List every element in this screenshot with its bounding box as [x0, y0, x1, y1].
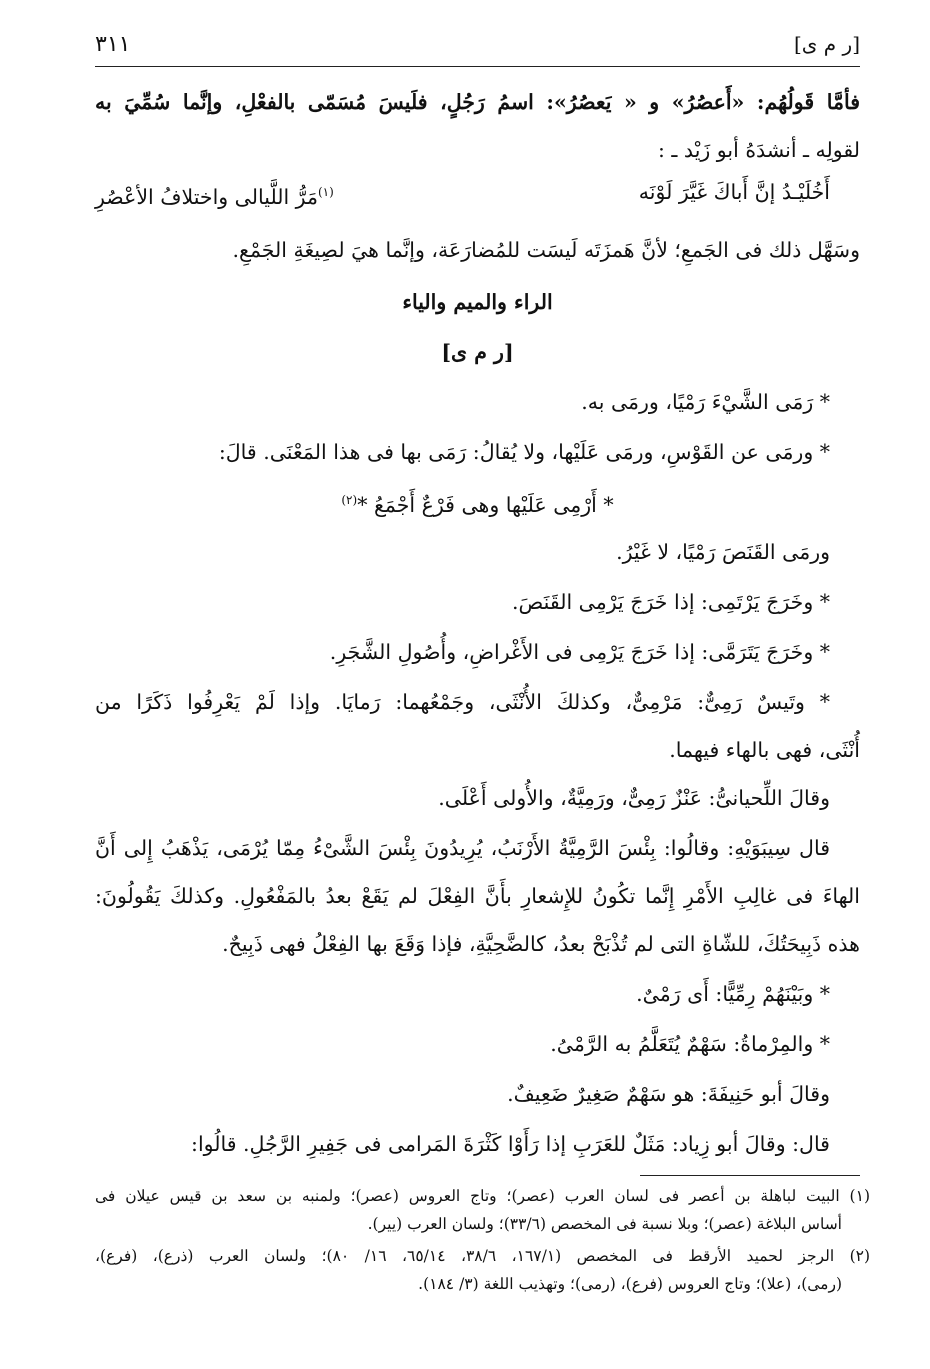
entry-line: وقالَ أبو حَنِيفَةَ: هو سَهْمٌ صَغِيرٌ ضَعِيفٌ. — [507, 1082, 830, 1106]
footnote-line: (رمى)، (علا)؛ وتاج العروس (فرع)، (رمى)؛ وتهذيب اللغة (٣/ ١٨٤). — [418, 1275, 842, 1293]
entry-line: * وبَيْنَهُمْ رِمِّيًّا: أَى رَمْىٌ. — [636, 982, 830, 1006]
entry-line: * وخَرَجَ يَرْتَمِى: إذا خَرَجَ يَرْمِى القَنَصَ. — [512, 590, 830, 614]
entry-title: [ر م ى] — [441, 340, 514, 364]
entry-line: قال: وقالَ أبو زِياد: مَثَلٌ للعَرَبِ إذا رَأَوْا كَثْرَةَ المَرامى فى جَفِيرِ الرَّجُلِ. قالُوا: — [191, 1132, 830, 1156]
section-title: الراء والميم والياء — [402, 290, 553, 314]
header-rule — [95, 66, 860, 67]
footnote-line: (١) البيت لباهلة بن أعصر فى لسان العرب (عصر)؛ وتاج العروس (عصر)؛ ولمنبه بن سعد بن قيس عيلان فى — [95, 1187, 870, 1205]
verse-footnote-marker: (١) — [317, 185, 334, 199]
entry-line: الهاءَ فى غالِبِ الأَمْرِ إِنَّما تكُونُ للإِشعارِ بأَنَّ الفِعْلَ لم يَقَعْ بعدُ بالمَفْعُولِ. وكذلكَ يَقُولُونَ: — [95, 884, 860, 908]
entry-line: وقالَ اللِّحيانىُّ: عَنْزٌ رَمِىٌّ، ورَمِيَّةٌ، والأُولى أَعْلَى. — [438, 786, 830, 810]
entry-line: هذه ذَبِيحَتُكَ، للشّاةِ التى لم تُذْبَحْ بعدُ، كالضَّحِيَّةِ، فإذا وَقَعَ بها الفِعْلُ فهى ذَبِيحٌ. — [222, 932, 860, 956]
rajaz-footnote-marker: (٢) — [341, 493, 358, 507]
entry-line: * وخَرَجَ يَتَرَمَّى: إذا خَرَجَ يَرْمِى فى الأَغْراضِ، وأُصُولِ الشَّجَرِ. — [329, 640, 830, 664]
entry-line: * ورمَى عن القَوْسِ، ورمَى عَلَيْها، ولا يُقالُ: رَمَى بها فى هذا المَعْنَى. قالَ: — [218, 440, 830, 464]
para1-line2: لقولِه ـ أنشدَهُ أبو زَيْد ـ : — [657, 138, 860, 162]
page-number: ٣١١ — [95, 32, 131, 57]
para2: وسَهَّل ذلك فى الجَمعِ؛ لأنَّ هَمزَتَه لَيسَت للمُضارَعَة، وإنَّما هيَ لصِيغَةِ الجَمْعِ. — [232, 238, 860, 262]
running-header — [95, 30, 860, 62]
footnote-line: (٢) الرجز لحميد الأرقط فى المخصص (١٦٧/١، ٣٨/٦، ٦٥/١٤، ١٦/ ٨٠)؛ ولسان العرب (ذرع)، (فرع)، — [95, 1247, 871, 1265]
entry-line: قال سِيبَوَيْهِ: وقالُوا: بِئْسَ الرَّمِيَّةُ الأَرْنَبُ، يُرِيدُونَ بِئْسَ الشَّىْءُ مِمّا يُرْمَى، يَذْهَبُ إِلى أَنَّ — [95, 836, 830, 860]
footnote-line: أساس البلاغة (عصر)؛ وبلا نسبة فى المخصص (٣٣/٦)؛ ولسان العرب (يير). — [367, 1215, 842, 1233]
header-root-label: [ر م ى] — [793, 32, 860, 56]
verse-hemistich-2: $^{(١)}$مَرُّ اللَّيالى واختلافُ الأعْصُرِ — [95, 184, 334, 209]
verse-hemistich-1: أَخُلَيْـدُ إنَّ أَباكَ غَيَّرَ لَوْنَه — [638, 180, 830, 204]
entry-line: * والمِرْماةُ: سَهْمٌ يُتَعَلَّمُ به الرَّمْىُ. — [550, 1032, 830, 1056]
entry-line: ورمَى القَنَصَ رَمْيًا، لا غَيْرُ. — [616, 540, 830, 564]
footnote-rule — [640, 1175, 860, 1176]
entry-line: * وتَيسٌ رَمِىٌّ: مَرْمِىٌّ، وكذلكَ الأُنْثَى، وجَمْعُهما: رَمايَا. وإذا لَمْ يَعْرِفُوا ذَكَرًا من — [95, 690, 830, 714]
para1-line1: فأمَّا قَولُهُم: «أَعصُرُ» و « يَعصُرُ»: اسمُ رَجُلٍ، فلَيسَ مُسَمّى بالفعْلِ، وإنَّما سُمِّيَ به — [95, 90, 860, 114]
entry-line: أُنْثَى، فهى بالهاء فيهما. — [669, 738, 860, 762]
entry-line: * رَمَى الشَّيْءَ رَمْيًا، ورمَى به. — [581, 390, 830, 414]
verse-rajaz: * أَرْمِى عَلَيْها وهى فَرْعٌ أَجْمَعُ *$^{(٢)}$ — [341, 492, 614, 517]
